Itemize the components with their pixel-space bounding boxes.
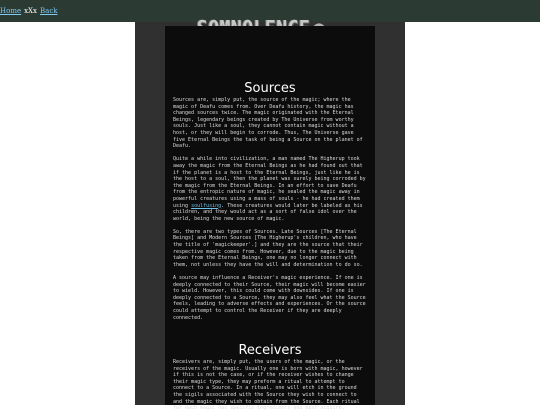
nav-separator: xXx: [24, 7, 37, 15]
back-link[interactable]: Back: [40, 7, 58, 15]
sources-paragraph-2: [173, 156, 367, 222]
sources-heading: Sources: [244, 81, 296, 96]
content-panel: [165, 26, 375, 412]
receivers-section: [173, 344, 367, 418]
soulfusing-link[interactable]: soulfusing: [191, 202, 222, 209]
sources-paragraph-1: Sources are, simply put, the source of the magic; where the magic of Deafu comes from. Over Deafu history, the magic has changed sources twice. The magic originated with the Eternal Beings, legendary beings created by The Universe from worthy souls. Just like a soul, they cannot contain magic without a host, or they will begin to corrode. Thus, The Universe gave five Eternal Beings the task of being a Source on the planet of Deafu.: [173, 97, 363, 150]
sources-paragraph-2-tail: . These creatures would later be labeled as his children, and they would act as a sort of false idol over the world, being the new source of magic.: [173, 202, 363, 222]
sources-paragraph-2-text: Quite a while into civilization, a man named The Higherup took away the magic from the Eternal Beings as he had found out that if the planet is a host to the Eternal Beings, just like he is the host to a soul, then the planet was surely being corroded by the magic from the Eternal Beings. In an effort to save Deafu from the entropic nature of magic, he sealed the magic away in powerful creatures using a mass of souls - he had created them using: [173, 156, 366, 209]
home-link[interactable]: Home: [0, 7, 22, 15]
sources-paragraph-3: So, there are two types of Sources. Late Sources [The Eternal Beings] and Modern Sources [The Higherup's children, who have the title of 'magickeeper'.] and they are the source that their respective magic comes from. However, due to the magic being taken from the Eternal Beings, one may no longer connect with them, not unless they have the will and determination to do so.: [173, 228, 363, 268]
page-frame: [135, 22, 405, 412]
receivers-heading: Receivers: [238, 343, 302, 358]
sources-paragraph-4: A source may influence a Receiver's magic experience. If one is deeply connected to their Source, their magic will become easier to wield. However, this could come with downsides. If one is deeply connected to a Source, they may also feel what the Source feels, leading to adverse effects and experiences. Or the source could attempt to control the Receiver if they are deeply connected.: [173, 275, 366, 321]
sources-section: [173, 82, 367, 328]
receivers-paragraph-1: Receivers are, simply put, the users of the magic, or the receivers of the magic. Usually one is born with magic, however if this is not the case, or if the receiver wishes to change their magic type, they may preform a ritual to attempt to connect to a Source. In a ritual, one will etch in the ground the sigils associated with the Source they wish to connect to and the magic they wish to obtain from the Source. Each ritual for each magic has specific ingredients you must acquire,: [173, 359, 363, 412]
